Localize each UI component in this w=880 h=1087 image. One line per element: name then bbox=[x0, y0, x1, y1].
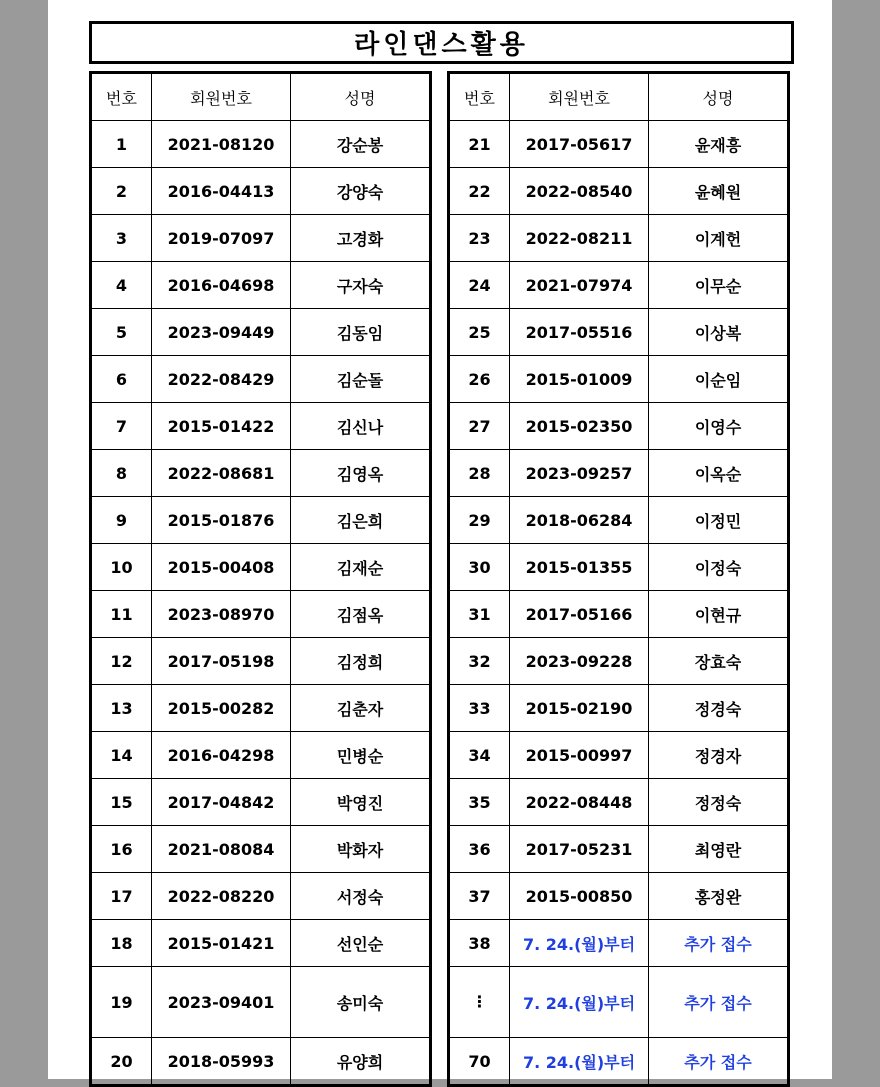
cell-name: 장효숙 bbox=[649, 638, 789, 685]
cell-name: 김동임 bbox=[291, 309, 431, 356]
table-row bbox=[91, 779, 431, 826]
cell-num: 7 bbox=[91, 403, 152, 450]
cell-member-id: 2015-02190 bbox=[510, 685, 649, 732]
cell-num: 5 bbox=[91, 309, 152, 356]
cell-member-id: 2016-04698 bbox=[152, 262, 291, 309]
cell-name: 정정숙 bbox=[649, 779, 789, 826]
cell-name: 이영수 bbox=[649, 403, 789, 450]
table-row bbox=[91, 356, 431, 403]
cell-num: 23 bbox=[449, 215, 510, 262]
table-row bbox=[449, 121, 789, 168]
cell-name: 최영란 bbox=[649, 826, 789, 873]
cell-member-id: 2022-08448 bbox=[510, 779, 649, 826]
cell-num: 36 bbox=[449, 826, 510, 873]
table-row bbox=[91, 826, 431, 873]
cell-member-id: 2023-09257 bbox=[510, 450, 649, 497]
cell-num: 25 bbox=[449, 309, 510, 356]
table-row bbox=[91, 685, 431, 732]
cell-name: 김은희 bbox=[291, 497, 431, 544]
cell-name: 김신나 bbox=[291, 403, 431, 450]
cell-num: 38 bbox=[449, 920, 510, 967]
cell-num: 11 bbox=[91, 591, 152, 638]
cell-member-id: 7. 24.(월)부터 bbox=[510, 967, 649, 1038]
table-row bbox=[449, 1038, 789, 1086]
cell-name: 박화자 bbox=[291, 826, 431, 873]
cell-name: 강양숙 bbox=[291, 168, 431, 215]
cell-name: 김재순 bbox=[291, 544, 431, 591]
table-row bbox=[91, 732, 431, 779]
cell-member-id: 2015-01421 bbox=[152, 920, 291, 967]
roster-table-right bbox=[447, 71, 790, 1087]
cell-member-id: 2017-05516 bbox=[510, 309, 649, 356]
cell-name: 추가 접수 bbox=[649, 967, 789, 1038]
table-row bbox=[91, 121, 431, 168]
cell-name: 추가 접수 bbox=[649, 920, 789, 967]
cell-name: 이정숙 bbox=[649, 544, 789, 591]
cell-num: 4 bbox=[91, 262, 152, 309]
cell-name: 정경숙 bbox=[649, 685, 789, 732]
cell-name: 강순봉 bbox=[291, 121, 431, 168]
table-row bbox=[449, 873, 789, 920]
cell-name: 윤재흥 bbox=[649, 121, 789, 168]
table-row bbox=[91, 168, 431, 215]
cell-member-id: 2015-00997 bbox=[510, 732, 649, 779]
table-row bbox=[91, 403, 431, 450]
cell-num: 37 bbox=[449, 873, 510, 920]
table-row bbox=[449, 168, 789, 215]
table-row bbox=[91, 591, 431, 638]
cell-member-id: 2016-04413 bbox=[152, 168, 291, 215]
cell-num: 8 bbox=[91, 450, 152, 497]
cell-num: 17 bbox=[91, 873, 152, 920]
cell-name: 고경화 bbox=[291, 215, 431, 262]
table-row bbox=[91, 450, 431, 497]
cell-name: 선인순 bbox=[291, 920, 431, 967]
cell-num: 31 bbox=[449, 591, 510, 638]
cell-num: 27 bbox=[449, 403, 510, 450]
cell-name: 이정민 bbox=[649, 497, 789, 544]
header-num: 번호 bbox=[91, 73, 152, 121]
document-page bbox=[48, 0, 832, 1079]
cell-num: 26 bbox=[449, 356, 510, 403]
cell-member-id: 2015-02350 bbox=[510, 403, 649, 450]
cell-num: 28 bbox=[449, 450, 510, 497]
cell-num: 19 bbox=[91, 967, 152, 1038]
cell-num: 18 bbox=[91, 920, 152, 967]
table-row bbox=[449, 779, 789, 826]
cell-num: 35 bbox=[449, 779, 510, 826]
cell-num: 12 bbox=[91, 638, 152, 685]
table-row bbox=[449, 403, 789, 450]
cell-member-id: 7. 24.(월)부터 bbox=[510, 1038, 649, 1086]
cell-member-id: 2018-06284 bbox=[510, 497, 649, 544]
cell-name: 김정희 bbox=[291, 638, 431, 685]
cell-num: 24 bbox=[449, 262, 510, 309]
cell-num: 32 bbox=[449, 638, 510, 685]
cell-member-id: 2022-08540 bbox=[510, 168, 649, 215]
cell-name: 홍정완 bbox=[649, 873, 789, 920]
cell-num: 29 bbox=[449, 497, 510, 544]
cell-member-id: 2018-05993 bbox=[152, 1038, 291, 1086]
cell-member-id: 2022-08429 bbox=[152, 356, 291, 403]
header-name: 성명 bbox=[291, 73, 431, 121]
cell-num: 10 bbox=[91, 544, 152, 591]
cell-num: 70 bbox=[449, 1038, 510, 1086]
cell-member-id: 2022-08681 bbox=[152, 450, 291, 497]
table-row bbox=[449, 544, 789, 591]
cell-name: 박영진 bbox=[291, 779, 431, 826]
cell-member-id: 2017-05166 bbox=[510, 591, 649, 638]
header-member-id: 회원번호 bbox=[510, 73, 649, 121]
cell-name: 김춘자 bbox=[291, 685, 431, 732]
cell-num: ⋮ bbox=[449, 967, 510, 1038]
table-row bbox=[91, 920, 431, 967]
cell-member-id: 2015-00408 bbox=[152, 544, 291, 591]
cell-num: 34 bbox=[449, 732, 510, 779]
cell-num: 2 bbox=[91, 168, 152, 215]
cell-num: 22 bbox=[449, 168, 510, 215]
cell-num: 13 bbox=[91, 685, 152, 732]
header-name: 성명 bbox=[649, 73, 789, 121]
cell-name: 이무순 bbox=[649, 262, 789, 309]
cell-member-id: 2022-08220 bbox=[152, 873, 291, 920]
table-row bbox=[91, 309, 431, 356]
cell-member-id: 2022-08211 bbox=[510, 215, 649, 262]
table-row bbox=[91, 873, 431, 920]
table-row bbox=[91, 215, 431, 262]
table-row bbox=[449, 309, 789, 356]
cell-member-id: 2015-01355 bbox=[510, 544, 649, 591]
cell-name: 민병순 bbox=[291, 732, 431, 779]
table-row bbox=[91, 638, 431, 685]
header-member-id: 회원번호 bbox=[152, 73, 291, 121]
cell-member-id: 2015-01876 bbox=[152, 497, 291, 544]
table-row bbox=[449, 967, 789, 1038]
cell-name: 이현규 bbox=[649, 591, 789, 638]
table-row bbox=[449, 262, 789, 309]
cell-member-id: 2023-09449 bbox=[152, 309, 291, 356]
cell-num: 6 bbox=[91, 356, 152, 403]
table-row bbox=[449, 920, 789, 967]
roster-table-left bbox=[89, 71, 432, 1087]
table-row bbox=[91, 1038, 431, 1086]
cell-name: 추가 접수 bbox=[649, 1038, 789, 1086]
cell-name: 김순돌 bbox=[291, 356, 431, 403]
cell-name: 김영옥 bbox=[291, 450, 431, 497]
table-row bbox=[449, 638, 789, 685]
table-row bbox=[91, 544, 431, 591]
cell-member-id: 2017-05617 bbox=[510, 121, 649, 168]
cell-name: 이계헌 bbox=[649, 215, 789, 262]
cell-member-id: 2015-01422 bbox=[152, 403, 291, 450]
cell-member-id: 2023-09228 bbox=[510, 638, 649, 685]
cell-member-id: 7. 24.(월)부터 bbox=[510, 920, 649, 967]
table-row bbox=[449, 356, 789, 403]
cell-member-id: 2017-05198 bbox=[152, 638, 291, 685]
cell-num: 1 bbox=[91, 121, 152, 168]
cell-name: 김점옥 bbox=[291, 591, 431, 638]
cell-num: 30 bbox=[449, 544, 510, 591]
cell-num: 3 bbox=[91, 215, 152, 262]
cell-num: 33 bbox=[449, 685, 510, 732]
table-row bbox=[91, 262, 431, 309]
cell-num: 16 bbox=[91, 826, 152, 873]
cell-member-id: 2021-07974 bbox=[510, 262, 649, 309]
cell-member-id: 2017-05231 bbox=[510, 826, 649, 873]
cell-name: 이옥순 bbox=[649, 450, 789, 497]
cell-member-id: 2015-01009 bbox=[510, 356, 649, 403]
cell-member-id: 2015-00282 bbox=[152, 685, 291, 732]
table-row bbox=[449, 450, 789, 497]
cell-name: 이상복 bbox=[649, 309, 789, 356]
cell-member-id: 2021-08084 bbox=[152, 826, 291, 873]
table-row bbox=[449, 732, 789, 779]
table-row bbox=[449, 826, 789, 873]
cell-member-id: 2019-07097 bbox=[152, 215, 291, 262]
cell-num: 20 bbox=[91, 1038, 152, 1086]
cell-member-id: 2015-00850 bbox=[510, 873, 649, 920]
cell-num: 14 bbox=[91, 732, 152, 779]
cell-member-id: 2017-04842 bbox=[152, 779, 291, 826]
cell-member-id: 2023-08970 bbox=[152, 591, 291, 638]
cell-name: 정경자 bbox=[649, 732, 789, 779]
cell-name: 이순임 bbox=[649, 356, 789, 403]
table-row bbox=[449, 497, 789, 544]
cell-name: 윤혜원 bbox=[649, 168, 789, 215]
table-row bbox=[449, 215, 789, 262]
table-row bbox=[449, 685, 789, 732]
cell-member-id: 2016-04298 bbox=[152, 732, 291, 779]
page-title: 라인댄스활용 bbox=[89, 21, 794, 64]
cell-name: 유양희 bbox=[291, 1038, 431, 1086]
table-row bbox=[449, 591, 789, 638]
cell-name: 서정숙 bbox=[291, 873, 431, 920]
cell-member-id: 2021-08120 bbox=[152, 121, 291, 168]
cell-num: 9 bbox=[91, 497, 152, 544]
header-num: 번호 bbox=[449, 73, 510, 121]
cell-member-id: 2023-09401 bbox=[152, 967, 291, 1038]
cell-name: 구자숙 bbox=[291, 262, 431, 309]
table-row bbox=[91, 967, 431, 1038]
cell-num: 21 bbox=[449, 121, 510, 168]
table-row bbox=[91, 497, 431, 544]
cell-name: 송미숙 bbox=[291, 967, 431, 1038]
cell-num: 15 bbox=[91, 779, 152, 826]
